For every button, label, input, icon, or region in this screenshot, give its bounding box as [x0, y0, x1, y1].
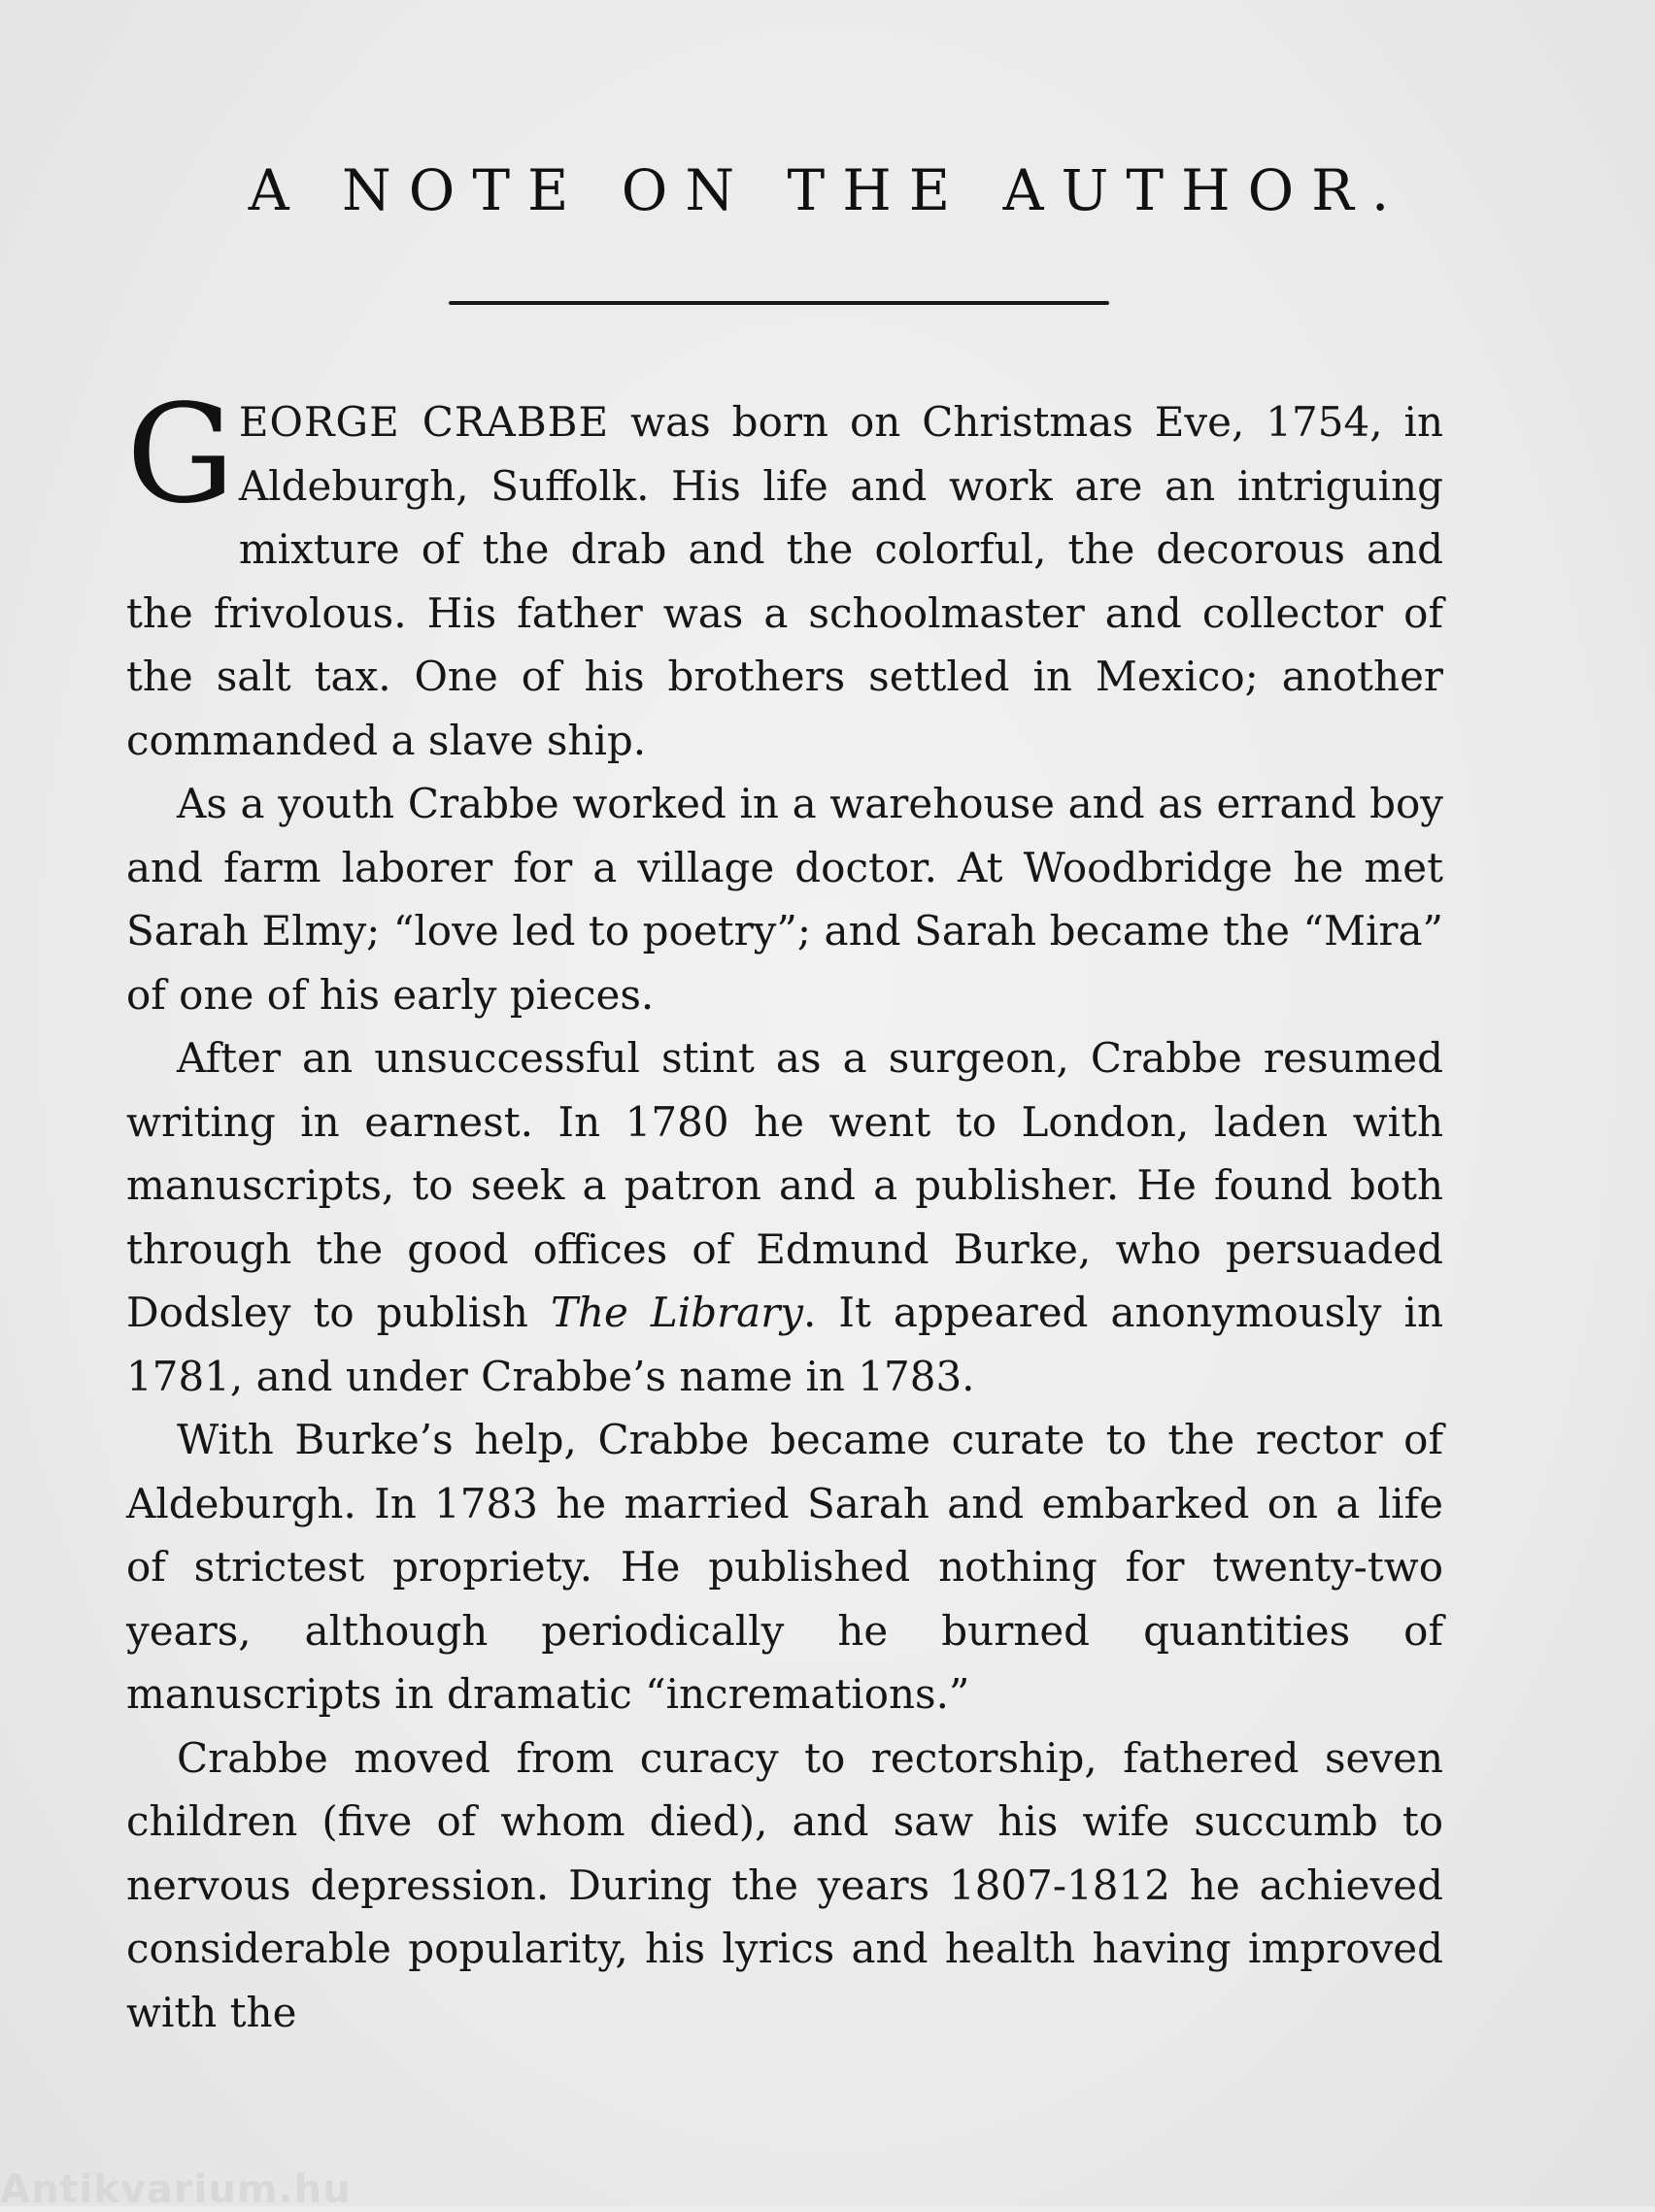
watermark: Antikvarium.hu	[0, 2167, 352, 2212]
book-title-the-library: The Library	[550, 1289, 804, 1336]
paragraph-3-before: After an unsuccessful stint as a surgeon, Crabbe resumed writing in earnest. In 1780 he went to London, laden with manuscripts, to seek a patron and a publisher. He found both through the good offices of Edmund Burke, who persuaded Dodsley to publish	[126, 1034, 1443, 1336]
paragraph-1	[126, 376, 1443, 772]
paragraph-3-after: . It appeared anonymously in 1781, and under Crabbe’s name in 1783.	[126, 1289, 1443, 1400]
paragraph-3	[126, 1026, 1443, 1408]
drop-cap: G	[126, 376, 235, 534]
paragraph-1-text: was born on Christmas Eve, 1754, in Aldeburgh, Suffolk. His life and work are an intriguing mixture of the drab and the colorful, the decorous and the frivolous. His father was a schoolmaster and collector of the salt tax. One of his brothers settled in Mexico; another commanded a slave ship.	[126, 398, 1443, 764]
author-name-lead: EORGE CRABBE	[238, 398, 610, 446]
title-rule	[449, 301, 1109, 305]
author-note-body	[126, 376, 1443, 2044]
page-title: A NOTE ON THE AUTHOR.	[248, 157, 1407, 223]
paragraph-5: Crabbe moved from curacy to rectorship, fathered seven children (five of whom died), and saw his wife succumb to nervous depression. During the years 1807-1812 he achieved considerable popularity, his lyrics and health having improved with the	[126, 1733, 1443, 2036]
paragraph-4: With Burke’s help, Crabbe became curate to the rector of Aldeburgh. In 1783 he married Sarah and embarked on a life of strictest propriety. He published nothing for twenty-two years, although periodically he burned quantities of manuscripts in dramatic “incremations.”	[126, 1416, 1443, 1718]
paragraph-2: As a youth Crabbe worked in a warehouse and as errand boy and farm laborer for a village doctor. At Woodbridge he met Sarah Elmy; “love led to poetry”; and Sarah became the “Mira” of one of his early pieces.	[126, 780, 1443, 1019]
